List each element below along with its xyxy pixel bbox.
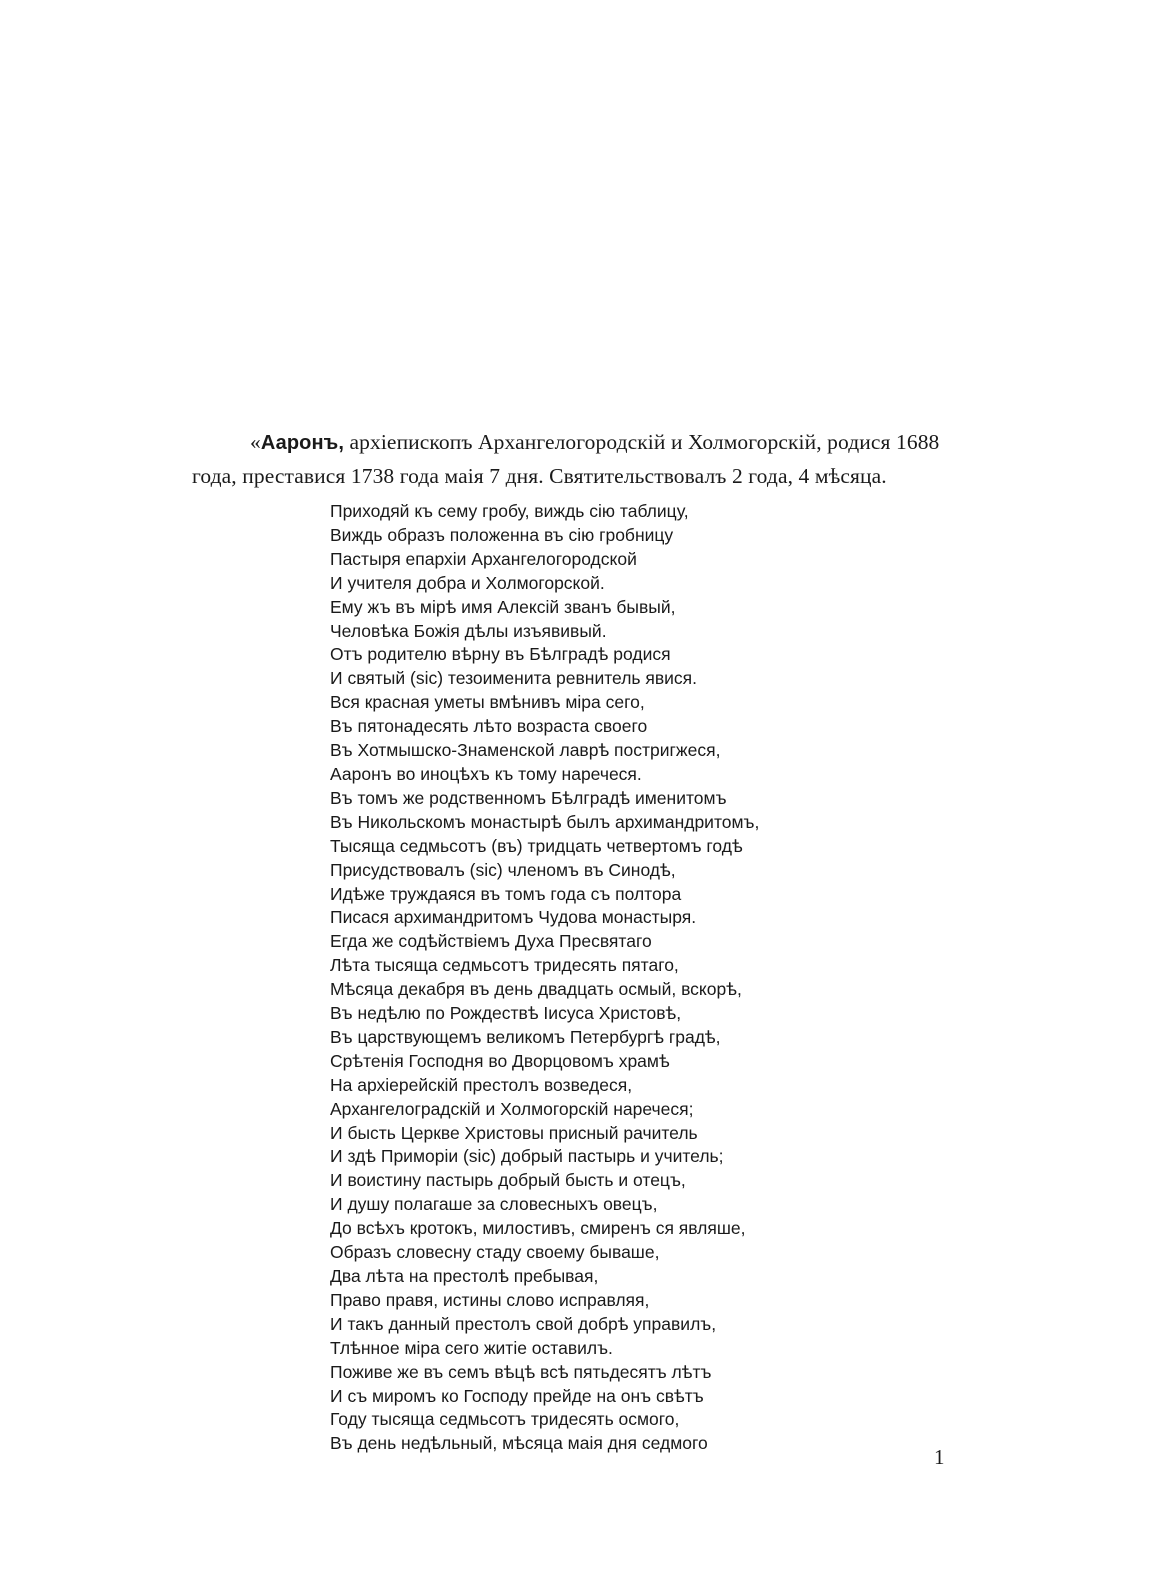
verse-line: Виждь образъ положенна въ сію гробницу [330, 524, 674, 545]
verse-line: До всѣхъ кротокъ, милостивъ, смиренъ ся являше, [330, 1218, 746, 1239]
verse-line: Два лѣта на престолѣ пребывая, [330, 1266, 599, 1286]
verse-line: Писася архимандритомъ Чудова монастыря. [330, 907, 697, 928]
open-quote: « [250, 430, 261, 454]
intro-paragraph [192, 426, 1000, 493]
verse-line: И здѣ Приморіи (sic) добрый пастырь и учитель; [330, 1146, 724, 1167]
verse-line: Въ день недѣльный, мѣсяца маія дня седмого [330, 1433, 708, 1454]
verse-line: Право правя, истины слово исправляя, [330, 1289, 650, 1310]
verse-line: Въ Хотмышско-Знаменской лаврѣ постригжеся, [330, 740, 721, 761]
verse-line: И учителя добра и Холмогорской. [330, 572, 605, 593]
verse-line: Поживе же въ семъ вѣцѣ всѣ пятьдесятъ лѣтъ [330, 1361, 712, 1382]
verse-line: И душу полагаше за словесныхъ овецъ, [330, 1194, 658, 1215]
verse-line: И съ миромъ ко Господу прейде на онъ свѣтъ [330, 1385, 704, 1406]
verse-line: Образъ словесну стаду своему бываше, [330, 1242, 660, 1263]
verse-line: Лѣта тысяща седмьсотъ тридесять пятаго, [330, 955, 679, 976]
verse-line: Присудствовалъ (sic) членомъ въ Синодѣ, [330, 859, 676, 880]
page-number: 1 [934, 1445, 945, 1469]
intro-name: Ааронъ, [260, 432, 345, 454]
verse-line: Тлѣнное міра сего житіе оставилъ. [330, 1337, 613, 1358]
verse-line: Срѣтенія Господня во Дворцовомъ храмѣ [330, 1050, 670, 1071]
verse-line: Тысяща седмьсотъ (въ) тридцать четвертомъ годѣ [330, 835, 743, 856]
verse-line: Ему жъ въ мірѣ имя Алексій званъ бывый, [330, 596, 676, 617]
verse-line: И бысть Церкве Христовы присный рачитель [330, 1122, 698, 1143]
verse-line: Приходяй къ сему гробу, виждь сію таблицу, [330, 501, 689, 521]
intro-line-1 [192, 426, 1000, 460]
verse-line: Въ пятонадесять лѣто возраста своего [330, 716, 648, 737]
verse-line: На архіерейскій престолъ возведеся, [330, 1074, 633, 1095]
verse-line: Въ томъ же родственномъ Бѣлградѣ именитомъ [330, 787, 727, 808]
verse-line: Человѣка Божія дѣлы изъявивый. [330, 620, 607, 641]
epitaph-verse [330, 500, 850, 1456]
verse-line: Году тысяща седмьсотъ тридесять осмого, [330, 1409, 680, 1430]
verse-line: Мѣсяца декабря въ день двадцать осмый, вскорѣ, [330, 979, 742, 1000]
verse-line: И такъ данный престолъ свой добрѣ управилъ, [330, 1313, 717, 1334]
verse-line: И воистину пастырь добрый бысть и отецъ, [330, 1170, 686, 1191]
verse-line: Отъ родителю вѣрну въ Бѣлградѣ родися [330, 644, 671, 665]
verse-line: Ааронъ во иноцѣхъ къ тому наречеся. [330, 763, 642, 784]
verse-line: Въ царствующемъ великомъ Петербургѣ градѣ, [330, 1026, 721, 1047]
verse-line: Пастыря епархіи Архангелогородской [330, 548, 637, 569]
verse-line: Архангелоградскій и Холмогорскій наречеся; [330, 1098, 694, 1119]
verse-line: Въ недѣлю по Рождествѣ Іисуса Христовѣ, [330, 1003, 682, 1024]
verse-line: Егда же содѣйствіемъ Духа Пресвятаго [330, 931, 652, 952]
verse-line: Вся красная уметы вмѣнивъ міра сего, [330, 692, 645, 713]
verse-line: И святый (sic) тезоименита ревнитель явися. [330, 668, 698, 689]
verse-line: Идѣже труждаяся въ томъ года съ полтора [330, 883, 682, 904]
intro-line-1-text: архіепископъ Архангелогородскій и Холмогорскій, родися 1688 [344, 430, 940, 454]
verse-line: Въ Никольскомъ монастырѣ былъ архимандритомъ, [330, 811, 760, 832]
intro-line-2: года, преставися 1738 года маія 7 дня. Святительствовалъ 2 года, 4 мѣсяца. [192, 464, 887, 488]
